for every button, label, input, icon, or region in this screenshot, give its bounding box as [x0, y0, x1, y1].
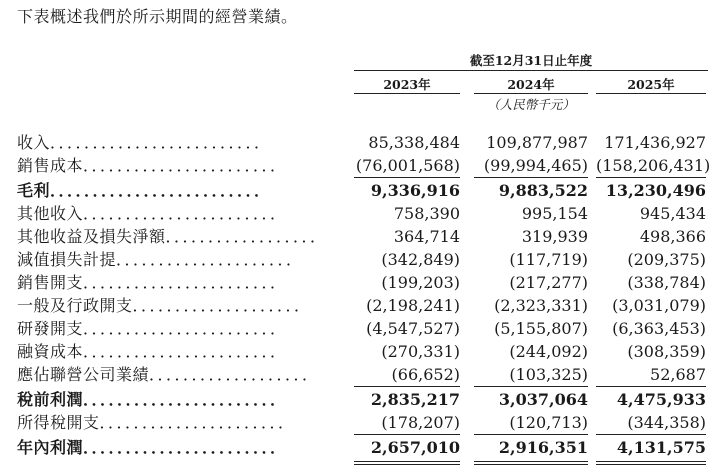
row-label: 收入．．．．．．．．．．．．．．．．．．．．．．．．． [17, 133, 271, 152]
cell-2024: (217,277) [509, 273, 588, 292]
cell-2025: 4,131,575 [616, 438, 706, 457]
subtotal-rule-2024 [474, 434, 588, 435]
cell-2023: (4,547,527) [366, 319, 460, 338]
cell-2024: 109,877,987 [486, 133, 588, 152]
cell-2025: (209,375) [627, 250, 706, 269]
cell-2024: (5,155,807) [494, 319, 588, 338]
subtotal-rule-2023 [354, 177, 460, 178]
cell-2023: (76,001,568) [355, 156, 460, 175]
cell-2024: (117,719) [509, 250, 588, 269]
table-row-cost-of-sales [0, 154, 717, 177]
row-label: 研發開支．．．．．．．．．．．．．．．．．．．．．．． [17, 319, 287, 338]
cell-2023: 85,338,484 [368, 133, 460, 152]
cell-2023: (2,198,241) [366, 296, 460, 315]
table-row-impairment-losses [0, 248, 717, 271]
row-label: 一般及行政開支．．．．．．．．．．．．．．．．．．．． [17, 296, 311, 315]
column-header-rule-2025 [596, 93, 706, 94]
cell-2023: (178,207) [381, 413, 460, 432]
row-label: 年內利潤．．．．．．．．．．．．．．．．．．．．．．． [17, 438, 287, 457]
cell-2025: (344,358) [627, 413, 706, 432]
table-row-finance-costs [0, 340, 717, 363]
total-double-rule-2024 [474, 461, 588, 465]
cell-2023: 2,657,010 [370, 438, 460, 457]
table-row-other-income [0, 202, 717, 225]
column-header-rule-2024 [474, 93, 588, 94]
cell-2024: (103,325) [509, 365, 588, 384]
intro-text: 下表概述我們於所示期間的經營業績。 [17, 7, 298, 26]
cell-2023: (66,652) [391, 365, 460, 384]
subtotal-rule-2024 [474, 177, 588, 178]
table-row-other-gains-losses [0, 225, 717, 248]
subtotal-rule-2025 [596, 386, 706, 387]
cell-2024: 995,154 [521, 204, 588, 223]
column-header-2024: 2024年 [507, 77, 555, 92]
row-label: 銷售成本．．．．．．．．．．．．．．．．．．．．．．． [17, 156, 287, 175]
cell-2025: (338,784) [627, 273, 706, 292]
cell-2024: 2,916,351 [498, 438, 588, 457]
row-label: 毛利．．．．．．．．．．．．．．．．．．．．．．．．． [17, 181, 271, 200]
cell-2025: 52,687 [650, 365, 706, 384]
cell-2024: (244,092) [509, 342, 588, 361]
table-row-associates-results [0, 363, 717, 386]
cell-2023: (270,331) [381, 342, 460, 361]
column-header-2023: 2023年 [383, 77, 431, 92]
table-row-profit-before-tax [0, 388, 717, 411]
subtotal-rule-2025 [596, 177, 706, 178]
cell-2025: (3,031,079) [612, 296, 706, 315]
table-row-revenue [0, 131, 717, 154]
subtotal-rule-2025 [596, 434, 706, 435]
row-label: 稅前利潤．．．．．．．．．．．．．．．．．．．．．．． [17, 390, 287, 409]
cell-2025: 13,230,496 [605, 181, 706, 200]
row-label: 減值損失計提．．．．．．．．．．．．．．．．．．．．． [17, 250, 303, 269]
row-label: 其他收入．．．．．．．．．．．．．．．．．．．．．．． [17, 204, 287, 223]
table-row-profit-for-year [0, 436, 717, 459]
cell-2025: (6,363,453) [612, 319, 706, 338]
column-header-rule-2023 [354, 93, 460, 94]
subtotal-rule-2023 [354, 434, 460, 435]
period-header-rule [354, 70, 708, 71]
row-label: 融資成本．．．．．．．．．．．．．．．．．．．．．．． [17, 342, 287, 361]
cell-2025: 4,475,933 [616, 390, 706, 409]
cell-2023: 364,714 [393, 227, 460, 246]
row-label: 應佔聯營公司業績．．．．．．．．．．．．．．．．．．． [17, 365, 319, 384]
table-row-gross-profit [0, 179, 717, 202]
total-double-rule-2025 [596, 461, 706, 465]
cell-2024: (99,994,465) [483, 156, 588, 175]
subtotal-rule-2024 [474, 386, 588, 387]
cell-2023: (199,203) [381, 273, 460, 292]
cell-2024: (120,713) [509, 413, 588, 432]
table-row-admin-expenses [0, 294, 717, 317]
total-double-rule-2023 [354, 461, 460, 465]
row-label: 其他收益及損失淨額．．．．．．．．．．．．．．．．．． [17, 227, 327, 246]
cell-2025: (158,206,431) [596, 156, 711, 175]
column-header-2025: 2025年 [627, 77, 675, 92]
cell-2024: 319,939 [521, 227, 588, 246]
cell-2023: 758,390 [393, 204, 460, 223]
cell-2025: 171,436,927 [604, 133, 706, 152]
cell-2025: (308,359) [627, 342, 706, 361]
subtotal-rule-2023 [354, 386, 460, 387]
table-row-selling-expenses [0, 271, 717, 294]
table-row-rnd-expenses [0, 317, 717, 340]
cell-2023: (342,849) [381, 250, 460, 269]
cell-2023: 2,835,217 [370, 390, 460, 409]
row-label: 所得稅開支．．．．．．．．．．．．．．．．．．．．．． [17, 413, 295, 432]
cell-2023: 9,336,916 [370, 181, 460, 200]
table-row-income-tax [0, 411, 717, 434]
cell-2025: 498,366 [639, 227, 706, 246]
unit-note: （人民幣千元） [487, 97, 575, 112]
row-label: 銷售開支．．．．．．．．．．．．．．．．．．．．．．． [17, 273, 287, 292]
period-header: 截至12月31日止年度 [469, 53, 593, 68]
cell-2024: (2,323,331) [494, 296, 588, 315]
cell-2024: 9,883,522 [498, 181, 588, 200]
cell-2024: 3,037,064 [498, 390, 588, 409]
cell-2025: 945,434 [639, 204, 706, 223]
